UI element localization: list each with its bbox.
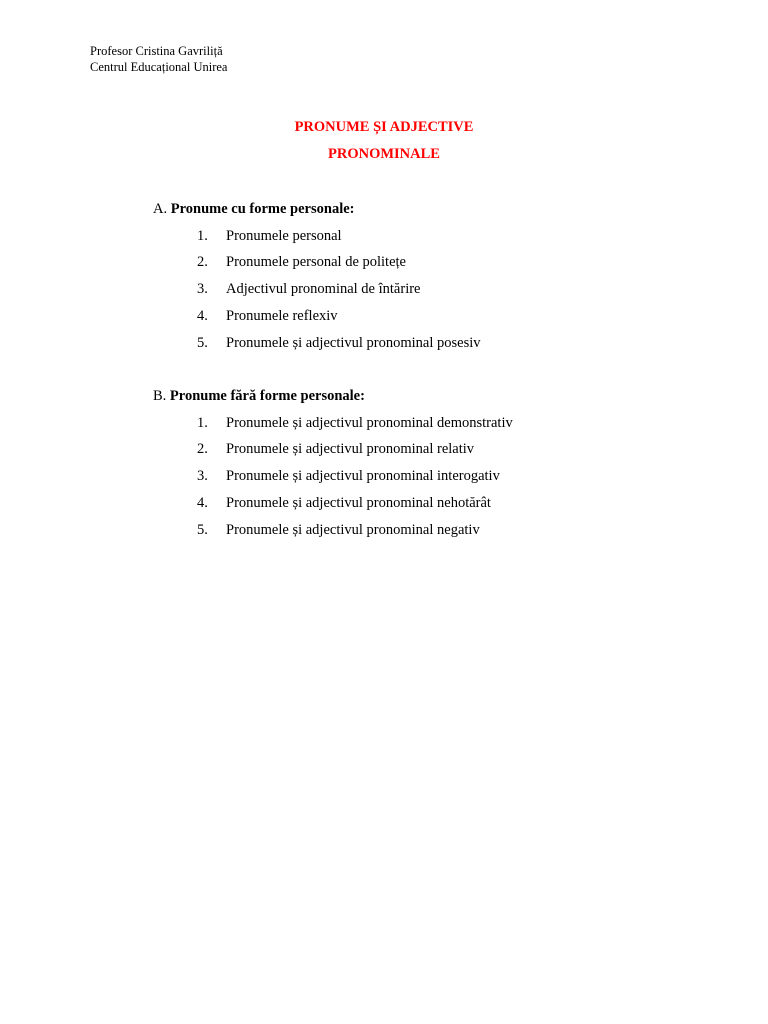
list-item-number: 2. <box>197 441 208 458</box>
section-b-title: Pronume fără forme personale: <box>169 388 365 404</box>
list-item <box>197 493 513 520</box>
list-item-text: Pronumele și adjectivul pronominal relativ <box>226 441 475 458</box>
list-item-text: Pronumele personal <box>226 227 342 244</box>
section-a-list <box>197 226 481 360</box>
list-item-number: 1. <box>197 414 208 431</box>
document-title-line-1: PRONUME ȘI ADJECTIVE <box>294 119 474 135</box>
list-item <box>197 279 481 306</box>
document-title-line-2: PRONOMINALE <box>328 146 440 162</box>
list-item <box>197 466 513 493</box>
list-item <box>197 226 481 253</box>
list-item <box>197 252 481 279</box>
list-item-text: Pronumele personal de politețe <box>226 254 406 271</box>
list-item-text: Pronumele și adjectivul pronominal posesiv <box>226 334 481 351</box>
list-item <box>197 439 513 466</box>
list-item-text: Pronumele și adjectivul pronominal demonstrativ <box>226 414 513 431</box>
list-item-number: 1. <box>197 227 208 244</box>
header-institution: Centrul Educațional Unirea <box>90 59 228 74</box>
list-item-text: Adjectivul pronominal de întărire <box>226 281 421 298</box>
section-a-title: Pronume cu forme personale: <box>170 201 355 217</box>
list-item-number: 5. <box>197 334 208 351</box>
section-b-list <box>197 413 513 547</box>
list-item-number: 4. <box>197 494 208 511</box>
section-b <box>153 386 513 538</box>
list-item <box>197 306 481 333</box>
section-a-heading <box>153 199 355 219</box>
list-item <box>197 520 513 547</box>
list-item <box>197 333 481 360</box>
section-b-letter: B. <box>153 388 167 404</box>
header-author: Profesor Cristina Gavriliță <box>90 44 223 58</box>
list-item-number: 3. <box>197 281 208 298</box>
section-a <box>153 199 481 351</box>
list-item-text: Pronumele și adjectivul pronominal negativ <box>226 521 480 538</box>
list-item <box>197 413 513 440</box>
section-b-heading <box>153 386 365 406</box>
list-item-number: 3. <box>197 468 208 485</box>
list-item-number: 2. <box>197 254 208 271</box>
list-item-number: 4. <box>197 307 208 324</box>
list-item-text: Pronumele reflexiv <box>226 307 338 324</box>
section-a-letter: A. <box>153 201 168 217</box>
page-header <box>90 44 227 75</box>
list-item-text: Pronumele și adjectivul pronominal nehotărât <box>226 494 491 511</box>
list-item-text: Pronumele și adjectivul pronominal interogativ <box>226 468 500 485</box>
list-item-number: 5. <box>197 521 208 538</box>
